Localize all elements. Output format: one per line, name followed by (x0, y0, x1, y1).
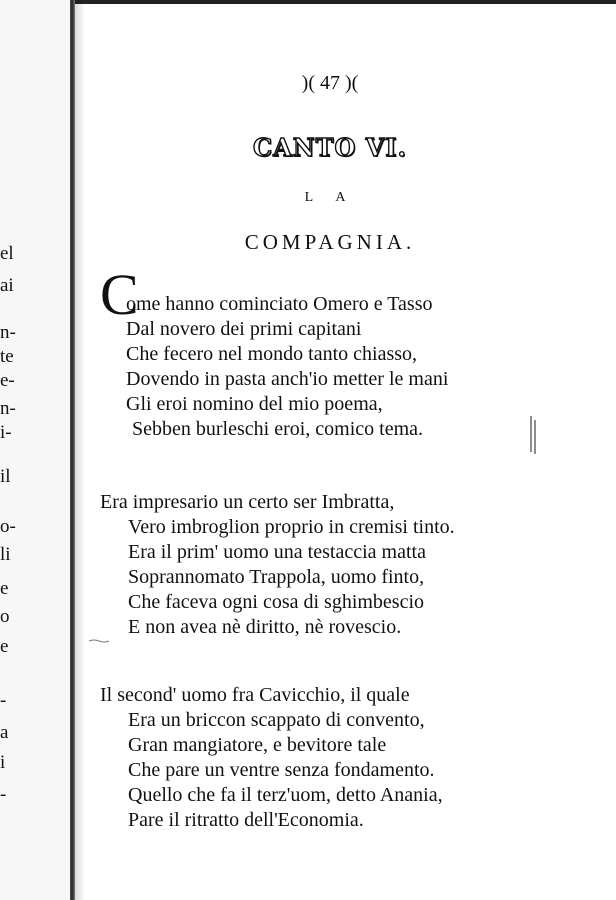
verse-line: Dal novero dei primi capitani (126, 318, 362, 340)
verse-line: Era un briccon scappato di convento, (128, 709, 425, 731)
gutter-fragment: il (0, 466, 11, 487)
verse-line: Che fecero nel mondo tanto chiasso, (126, 343, 418, 365)
gutter-fragment: o- (0, 516, 16, 537)
gutter-fragment: a (0, 722, 9, 743)
gutter-fragment: e (0, 578, 9, 599)
verse-line: Pare il ritratto dell'Economia. (128, 809, 364, 831)
page-number: )( 47 )( (301, 72, 359, 94)
margin-pencil-mark (528, 414, 538, 456)
page-top-edge (0, 0, 616, 4)
verse-line: Che pare un ventre senza fondamento. (128, 759, 435, 781)
verse-line: ome hanno cominciato Omero e Tasso (126, 293, 433, 315)
verse-line: Gran mangiatore, e bevitore tale (128, 734, 387, 756)
gutter-fragment: el (0, 243, 14, 264)
canto-title: CANTO VI. (253, 133, 407, 162)
gutter-fragment: li (0, 544, 11, 565)
gutter-fragment: ai (0, 275, 14, 296)
verse-line: Soprannomato Trappola, uomo finto, (128, 566, 425, 588)
verse-line: Quello che fa il terz'uom, detto Anania, (128, 784, 443, 806)
verse-line: Era il prim' uomo una testaccia matta (128, 541, 426, 563)
canto-article: L A (304, 190, 356, 205)
stanza-2 (100, 490, 580, 640)
canto-subtitle: COMPAGNIA. (244, 230, 416, 254)
verse-line: Il second' uomo fra Cavicchio, il quale (100, 684, 410, 706)
verse-line: Gli eroi nomino del mio poema, (126, 393, 383, 415)
gutter-fragment: e (0, 636, 9, 657)
drop-cap: C (100, 262, 139, 327)
gutter-fragment: e- (0, 370, 15, 391)
verse-line: Dovendo in pasta anch'io metter le mani (126, 368, 449, 390)
gutter-fragment: - (0, 784, 7, 805)
gutter-fragment: - (0, 690, 7, 711)
verse-line: Che faceva ogni cosa di sghimbescio (128, 591, 425, 613)
verse-line: Era impresario un certo ser Imbratta, (100, 491, 395, 513)
ink-speck-mark (88, 629, 110, 635)
gutter-fragment: i (0, 752, 6, 773)
verse-line: Vero imbroglion proprio in cremisi tinto. (128, 516, 455, 538)
gutter-fragment: n- (0, 322, 16, 343)
verse-line: Sebben burleschi eroi, comico tema. (132, 418, 424, 440)
gutter-fragment: n- (0, 398, 16, 419)
stanza-3 (100, 683, 580, 833)
gutter-fragment: o (0, 606, 10, 627)
verse-line: E non avea nè diritto, nè rovescio. (128, 616, 402, 638)
gutter-fragment: te (0, 346, 14, 367)
gutter-fragment: i- (0, 422, 12, 443)
